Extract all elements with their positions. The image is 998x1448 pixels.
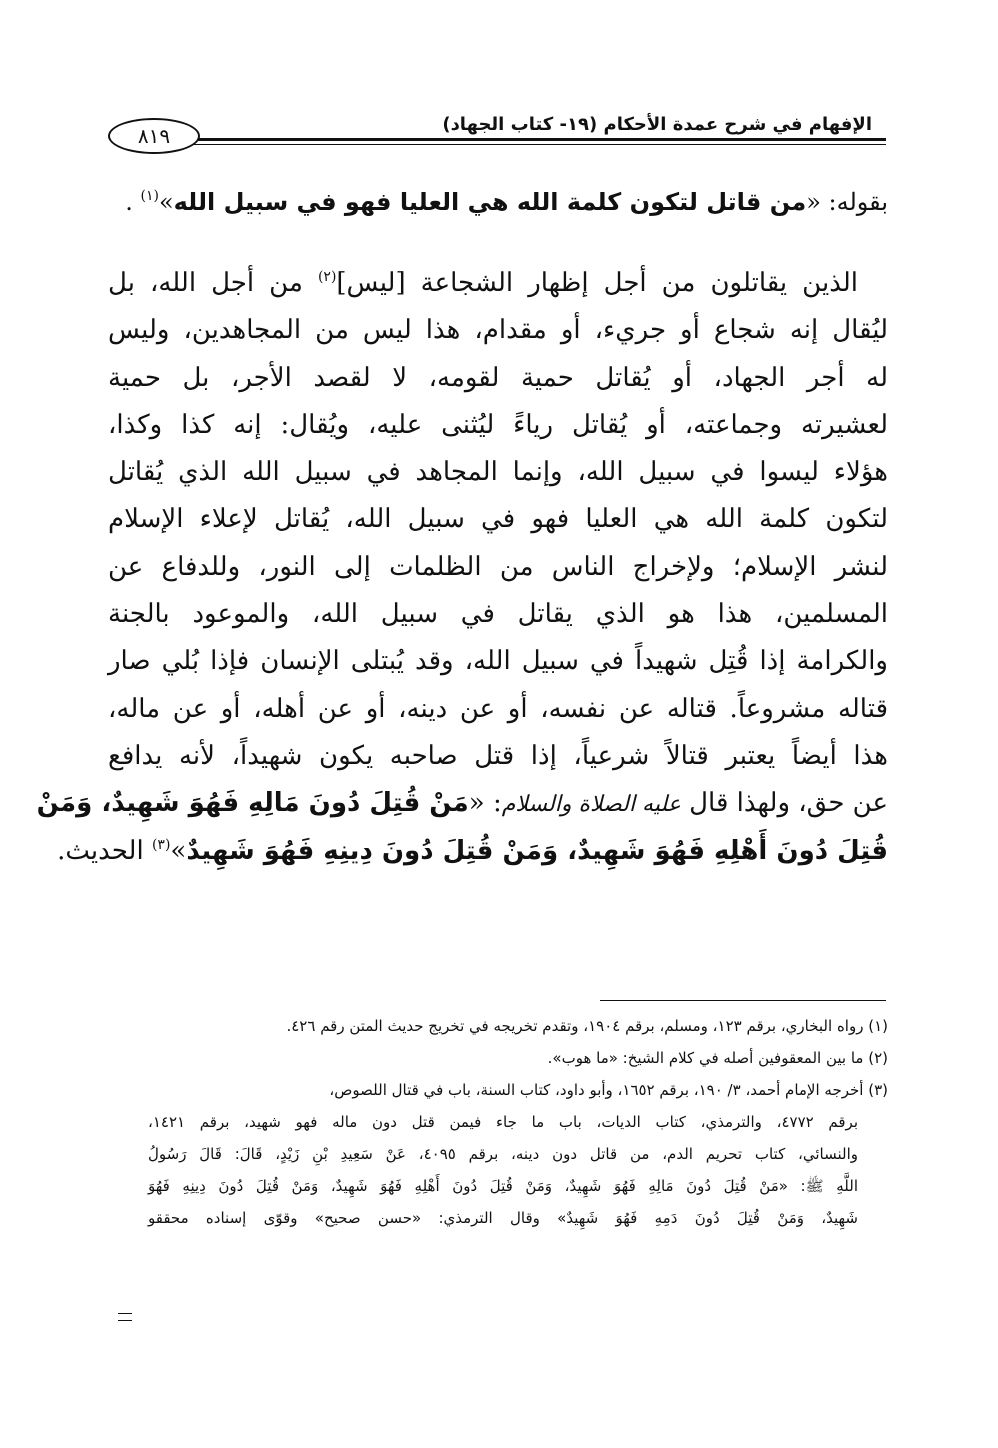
intro-end: . [125, 188, 141, 216]
body-text-segment: : « [468, 788, 502, 819]
footnote-3: (٣) أخرجه الإمام أحمد، ٣/ ١٩٠، برقم ١٦٥٢، وأبو داود، كتاب السنة، باب في قتال اللصوص، [329, 1081, 888, 1099]
footnote-3-line: والنسائي، كتاب تحريم الدم، من قاتل دون دينه، برقم ٤٠٩٥، عَنْ سَعِيدِ بْنِ زَيْدٍ، قَالَ: قَالَ رَسُولُ [148, 1145, 858, 1163]
body-text-segment: الحديث. [57, 835, 152, 866]
body-line: لتكون كلمة الله هي العليا فهو في سبيل الله، يُقاتل لإعلاء الإسلام [108, 504, 888, 535]
intro-suffix: » [158, 188, 174, 216]
continuation-marker [118, 1313, 132, 1321]
body-line: المسلمين، هذا هو الذي يقاتل في سبيل الله، والموعود بالجنة [108, 599, 888, 630]
hadith-quote: مَنْ قُتِلَ دُونَ مَالِهِ فَهُوَ شَهِيدٌ، وَمَنْ [36, 788, 469, 819]
body-line: قتاله مشروعاً. قتاله عن نفسه، أو عن دينه، أو عن أهله، أو عن ماله، [108, 693, 888, 724]
footnote-ref: (٣) [151, 836, 171, 853]
body-line: له أجر الجهاد، أو يُقاتل حمية لقومه، لا لقصد الأجر، بل حمية [108, 362, 888, 393]
book-title: الإفهام في شرح عمدة الأحكام (١٩- كتاب الجهاد) [442, 114, 872, 135]
page-number: ٨١٩ [108, 118, 200, 154]
body-line: هذا أيضاً يعتبر قتالاً شرعياً، إذا قتل صاحبه يكون شهيداً، لأنه يدافع [108, 740, 888, 771]
footnote-separator [600, 1000, 886, 1001]
footnote-3-line: برقم ٤٧٧٢، والترمذي، كتاب الديات، باب ما جاء فيمن قتل دون ماله فهو شهيد، برقم ١٤٢١، [148, 1113, 859, 1131]
body-line [108, 260, 888, 307]
body-text-segment: عن حق، ولهذا قال [680, 788, 888, 819]
header-rule-thick [192, 138, 886, 141]
intro-quote: من قاتل لتكون كلمة الله هي العليا فهو في سبيل الله [173, 188, 807, 216]
body-line [57, 828, 888, 875]
header-rule-thin [192, 144, 886, 145]
footnote-3-line: اللَّهِ ﷺ: «مَنْ قُتِلَ دُونَ مَالِهِ فَهُوَ شَهِيدٌ، وَمَنْ قُتِلَ دُونَ أَهْلِهِ فَهُوَ شَهِيدٌ، وَمَنْ قُتِلَ دُونَ دِينِهِ فَهُوَ [148, 1177, 858, 1195]
intro-prefix: بقوله: « [806, 188, 888, 216]
salutation: عليه الصلاة والسلام [501, 792, 681, 818]
body-line [36, 780, 888, 827]
hadith-quote: قُتِلَ دُونَ أَهْلِهِ فَهُوَ شَهِيدٌ، وَمَنْ قُتِلَ دُونَ دِينِهِ فَهُوَ شَهِيدٌ [186, 835, 888, 866]
footnote-2: (٢) ما بين المعقوفين أصله في كلام الشيخ: «ما هوب». [547, 1049, 888, 1067]
body-line: والكرامة إذا قُتِل شهيداً في سبيل الله، وقد يُبتلى الإنسان فإذا بُلي صار [108, 646, 888, 677]
body-text-segment: » [170, 835, 187, 866]
body-line: لنشر الإسلام؛ ولإخراج الناس من الظلمات إلى النور، وللدفاع عن [108, 551, 888, 582]
body-text-segment: من أجل الله، بل [108, 268, 318, 298]
body-line: لعشيرته وجماعته، أو يُقاتل رياءً ليُثنى عليه، ويُقال: إنه كذا وكذا، [108, 409, 888, 440]
body-line: ليُقال إنه شجاع أو جريء، أو مقدام، هذا ليس من المجاهدين، وليس [108, 315, 888, 346]
intro-line [108, 178, 888, 226]
footnote-ref: (١) [140, 188, 159, 204]
body-paragraph [36, 260, 888, 875]
footnote-ref: (٢) [317, 269, 337, 285]
body-line: هؤلاء ليسوا في سبيل الله، وإنما المجاهد في سبيل الله الذي يُقاتل [108, 457, 888, 488]
footnotes [148, 1010, 888, 1234]
body-text-segment: الذين يقاتلون من أجل إظهار الشجاعة [ليس] [336, 268, 859, 298]
footnote-3-line: شَهِيدٌ، وَمَنْ قُتِلَ دُونَ دَمِهِ فَهُوَ شَهِيدٌ» وقال الترمذي: «حسن صحيح» وقوّى إسناده محققو [148, 1209, 858, 1227]
running-header [108, 104, 886, 160]
footnote-1: (١) رواه البخاري، برقم ١٢٣، ومسلم، برقم ١٩٠٤، وتقدم تخريجه في تخريج حديث المتن رقم ٤٢٦. [286, 1017, 888, 1035]
